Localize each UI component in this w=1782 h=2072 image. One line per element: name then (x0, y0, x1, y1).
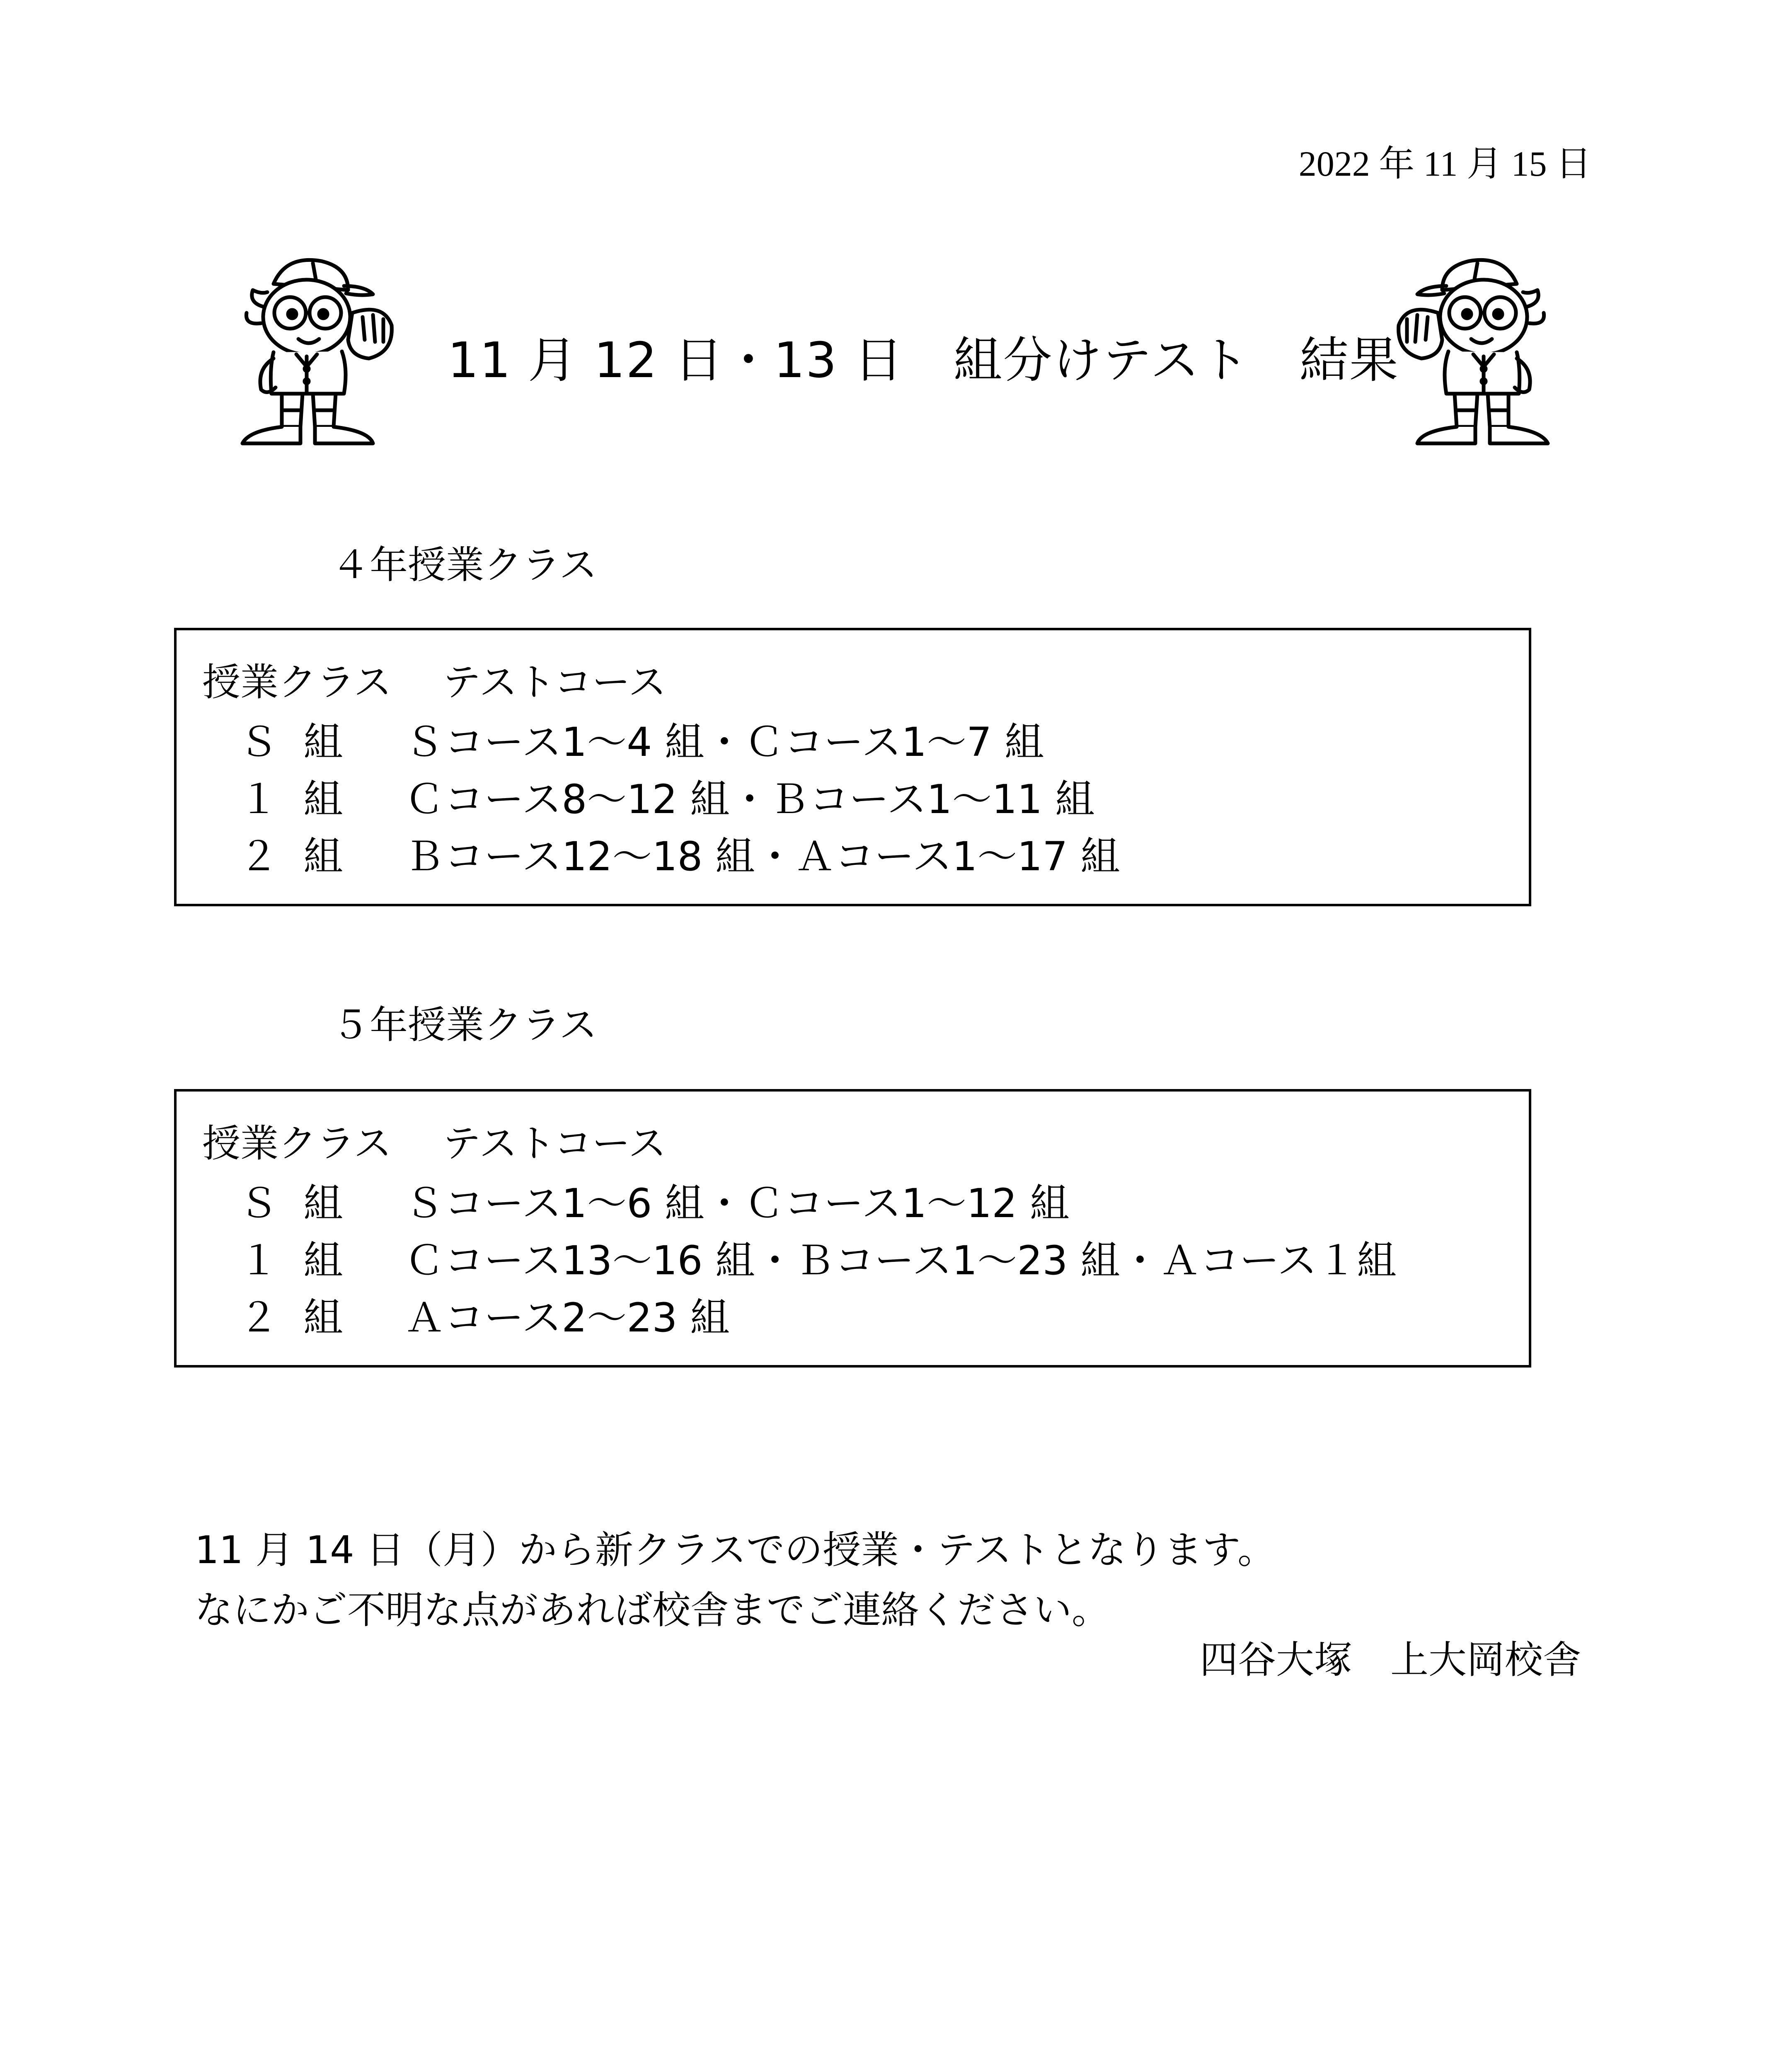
grade5-class-table (174, 1089, 1531, 1368)
course-assignment: Ｓコース1～4 組・Ｃコース1～7 組 (404, 719, 1044, 765)
course-assignment: Ｓコース1～6 組・Ｃコース1～12 組 (404, 1180, 1070, 1227)
course-assignment: Ｃコース8～12 組・Ｂコース1～11 組 (404, 776, 1095, 823)
class-name: Ｓ組 (239, 1180, 368, 1227)
document-title: 11 月 12 日・13 日 組分けテスト 結果 (448, 332, 1399, 389)
course-assignment: Ａコース2～23 組 (404, 1295, 730, 1341)
header-course-label: テストコース (443, 660, 667, 704)
grade5-table-header (202, 1121, 667, 1166)
school-signature: 四谷大塚 上大岡校舎 (1199, 1638, 1581, 1682)
grade4-heading: ４年授業クラス (332, 543, 598, 587)
notice-line: なにかご不明な点があれば校舎までご連絡ください。 (195, 1588, 1110, 1632)
notice-line: 11 月 14 日（月）から新クラスでの授業・テストとなります。 (195, 1528, 1276, 1572)
document-date: 2022 年 11 月 15 日 (1298, 144, 1591, 184)
header-course-label: テストコース (443, 1121, 667, 1166)
grade4-class-table (174, 628, 1531, 906)
baseball-kid-mascot-icon (224, 244, 398, 460)
course-assignment: Ｃコース13～16 組・Ｂコース1～23 組・Ａコース１組 (404, 1237, 1397, 1284)
grade4-table-header (202, 660, 667, 704)
header-class-label: 授業クラス (202, 1121, 392, 1166)
baseball-kid-mascot-icon (1392, 244, 1567, 460)
class-name: Ｓ組 (239, 719, 368, 765)
class-name: １組 (239, 1237, 368, 1284)
grade5-heading: ５年授業クラス (332, 1003, 598, 1047)
class-name: ２組 (239, 1295, 368, 1341)
class-name: １組 (239, 776, 368, 823)
class-name: ２組 (239, 833, 368, 880)
header-class-label: 授業クラス (202, 660, 392, 704)
course-assignment: Ｂコース12～18 組・Ａコース1～17 組 (404, 833, 1120, 880)
notice-text (195, 1520, 1276, 1640)
